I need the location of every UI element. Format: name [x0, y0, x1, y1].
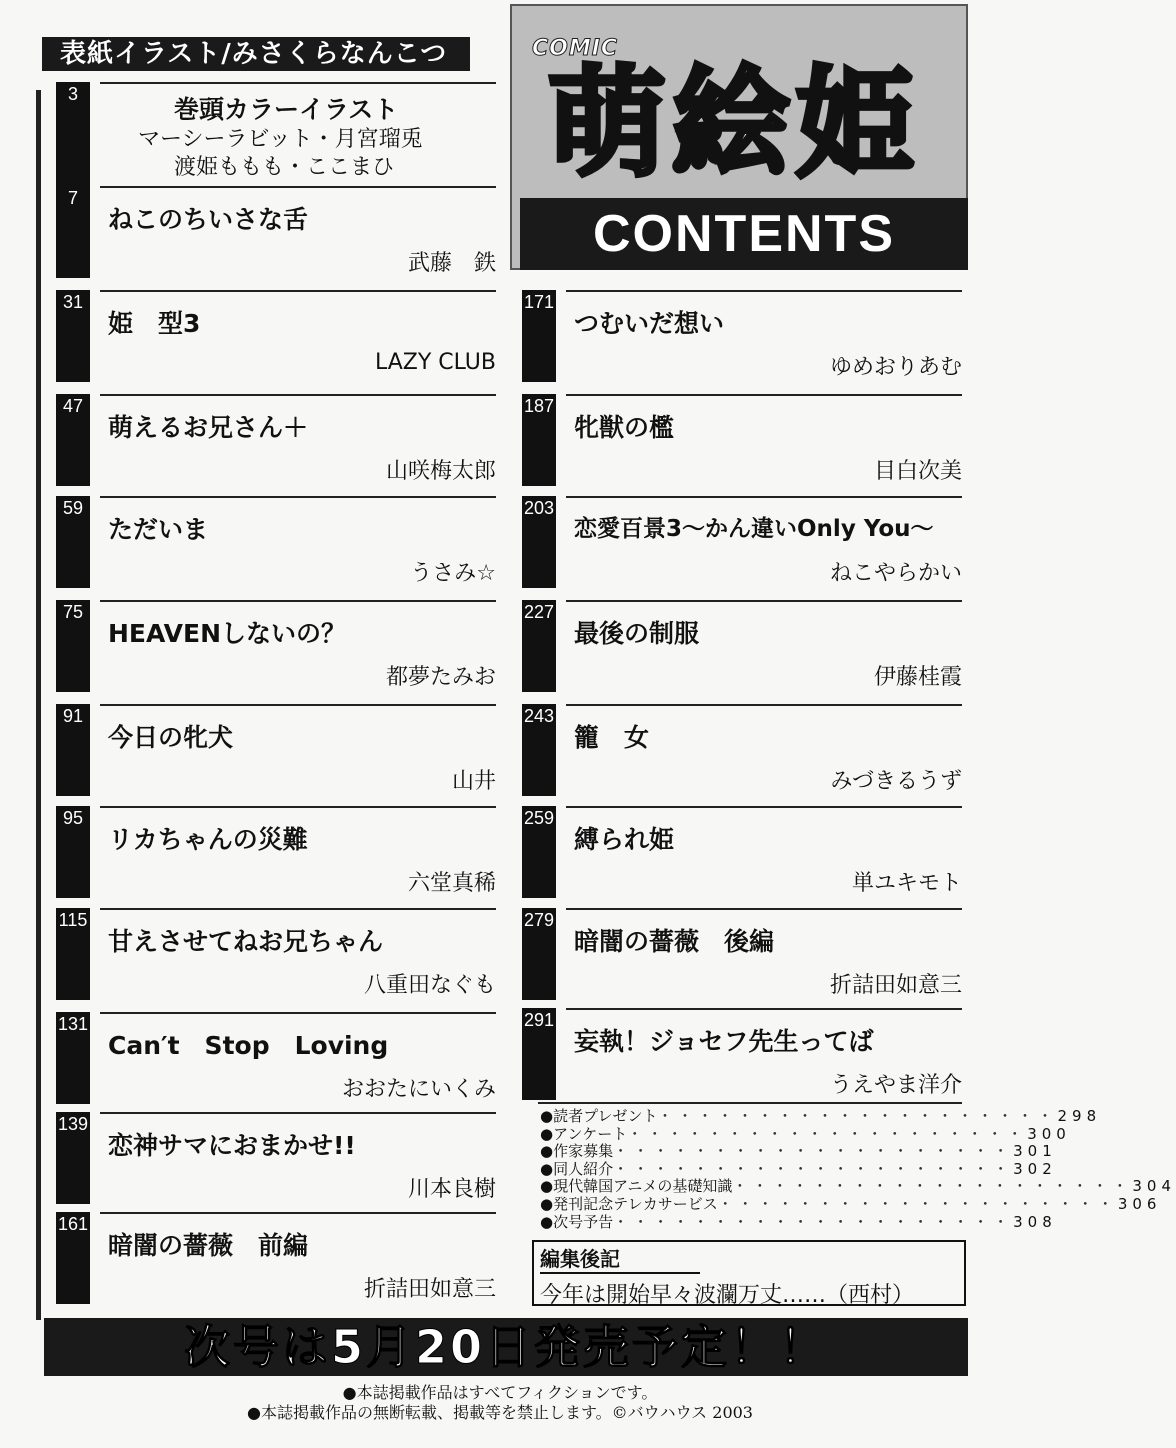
- page-number: 7: [67, 188, 78, 208]
- entry-title: 甘えさせてねお兄ちゃん: [108, 927, 384, 956]
- page-number: 227: [523, 602, 555, 622]
- toc-entry[interactable]: [56, 394, 496, 490]
- misc-page: 302: [1013, 1159, 1057, 1178]
- entry-title: ただいま: [108, 515, 209, 544]
- toc-entry[interactable]: [56, 704, 496, 800]
- entry-rule: [100, 186, 496, 188]
- page-number: 187: [523, 396, 555, 416]
- page-number: 171: [523, 292, 555, 312]
- editor-note-rule: [540, 1272, 700, 1274]
- page-number: 279: [523, 910, 555, 930]
- toc-entry[interactable]: [522, 496, 962, 592]
- entry-title: 恋愛百景3～かん違いOnly You～: [574, 516, 934, 542]
- misc-item[interactable]: [540, 1142, 1057, 1161]
- page-number: 3: [67, 84, 78, 104]
- entry-title: 恋神サマにおまかせ!!: [108, 1131, 356, 1160]
- leader-dots: ・・・・・・・・・・・・・・・・・・・・: [657, 1107, 1058, 1125]
- leader-dots: ・・・・・・・・・・・・・・・・・・・・: [613, 1159, 1014, 1178]
- toc-entry[interactable]: [56, 496, 496, 592]
- entry-rule: [566, 704, 962, 706]
- entry-title: 暗闇の薔薇 前編: [108, 1231, 309, 1260]
- entry-rule: [100, 908, 496, 910]
- entry-rule: [100, 1112, 496, 1114]
- entry-title: つむいだ想い: [574, 309, 725, 338]
- leader-dots: ・・・・・・・・・・・・・・・・・・・・: [627, 1124, 1028, 1143]
- entry-author: ねこやらかい: [829, 561, 962, 586]
- entry-author: 山井: [451, 769, 496, 794]
- page-number: 31: [62, 292, 84, 312]
- entry-author: 山咲梅太郎: [385, 459, 496, 484]
- misc-rule: [538, 1102, 962, 1104]
- entry-author: ゆめおりあむ: [829, 355, 962, 380]
- page-number: 47: [62, 396, 84, 416]
- entry-rule: [100, 496, 496, 498]
- entry-rule: [566, 1008, 962, 1010]
- entry-author: 都夢たみお: [385, 665, 496, 690]
- entry-author: 目白次美: [873, 459, 962, 484]
- toc-entry[interactable]: [522, 600, 962, 696]
- leader-dots: ・・・・・・・・・・・・・・・・・・・・: [717, 1194, 1118, 1213]
- misc-item[interactable]: [540, 1159, 1057, 1179]
- leader-dots: ・・・・・・・・・・・・・・・・・・・・: [613, 1142, 1014, 1161]
- entry-title: 妄執！ジョセフ先生ってば: [574, 1027, 874, 1056]
- toc-entry[interactable]: [522, 806, 962, 902]
- misc-label: ●アンケート: [540, 1124, 628, 1143]
- misc-item[interactable]: [540, 1107, 1102, 1126]
- misc-list: [540, 1107, 1176, 1231]
- toc-entry[interactable]: [522, 394, 962, 490]
- entry-title: 萌えるお兄さん＋: [108, 413, 309, 442]
- misc-page: 298: [1057, 1107, 1102, 1125]
- entry-rule: [100, 806, 496, 808]
- entry-rule: [100, 600, 496, 602]
- toc-entry[interactable]: [56, 600, 496, 696]
- toc-entry[interactable]: [522, 908, 962, 1004]
- entry-subtitle-1: マーシーラビット・月宮瑠兎: [138, 127, 423, 152]
- page-number: 115: [58, 910, 88, 930]
- entry-title: 縛られ姫: [574, 825, 675, 854]
- editor-note-heading: 編集後記: [540, 1247, 620, 1271]
- entry-title: 姫 型3: [108, 309, 201, 338]
- entry-author: 六堂真稀: [407, 871, 496, 896]
- toc-entry[interactable]: [56, 1012, 496, 1108]
- entry-subtitle-2: 渡姫ももも・ここまひ: [174, 155, 395, 180]
- misc-page: 300: [1027, 1124, 1071, 1143]
- entry-title: 籠 女: [574, 723, 650, 752]
- toc-entry[interactable]: [522, 704, 962, 800]
- misc-page: 306: [1117, 1194, 1162, 1213]
- misc-item[interactable]: [540, 1212, 1057, 1232]
- toc-entry[interactable]: [56, 1212, 496, 1308]
- toc-entry[interactable]: [56, 908, 496, 1004]
- entry-author: みづきるうず: [830, 769, 962, 794]
- entry-author: うえやま洋介: [829, 1073, 962, 1098]
- entry-rule: [100, 82, 496, 84]
- misc-label: ●同人紹介: [540, 1159, 614, 1178]
- entry-rule: [100, 290, 496, 292]
- entry-title: リカちゃんの災難: [108, 825, 308, 854]
- toc-entry[interactable]: [522, 1008, 962, 1100]
- entry-title: HEAVENしないの？: [108, 619, 347, 648]
- entry-rule: [566, 806, 962, 808]
- entry-title: 今日の牝犬: [108, 723, 234, 752]
- entry-title: 暗闇の薔薇 後編: [574, 927, 775, 956]
- misc-item[interactable]: [540, 1124, 1071, 1144]
- entry-author: 八重田なぐも: [363, 973, 496, 998]
- entry-author: 川本良樹: [407, 1177, 496, 1202]
- entry-author: 伊藤桂霞: [873, 665, 962, 690]
- page-number: 131: [57, 1014, 89, 1034]
- misc-label: ●発刊記念テレカサービス: [540, 1194, 718, 1213]
- entry-author: 武藤 鉄: [407, 251, 496, 276]
- page-number: 161: [57, 1214, 89, 1234]
- misc-label: ●次号予告: [540, 1212, 614, 1231]
- entry-title: 最後の制服: [574, 619, 700, 648]
- page-number: 91: [62, 706, 84, 726]
- entry-rule: [566, 908, 962, 910]
- entry-rule: [100, 1212, 496, 1214]
- magazine-logo: 萌絵姫: [548, 54, 921, 192]
- toc-entry[interactable]: [56, 290, 496, 386]
- misc-label: ●現代韓国アニメの基礎知識: [540, 1177, 733, 1196]
- copyright-notice: ●本誌掲載作品の無断転載、掲載等を禁止します。©バウハウス 2003: [246, 1403, 753, 1422]
- entry-rule: [566, 290, 962, 292]
- contents-heading: CONTENTS: [593, 205, 895, 263]
- page-number: 75: [62, 602, 84, 622]
- entry-rule: [566, 496, 962, 498]
- toc-entry-intro[interactable]: [56, 82, 496, 186]
- fiction-notice: ●本誌掲載作品はすべてフィクションです。: [342, 1383, 658, 1402]
- page-number: 243: [523, 706, 555, 726]
- misc-item[interactable]: [540, 1177, 1176, 1196]
- leader-dots: ・・・・・・・・・・・・・・・・・・・・: [613, 1212, 1014, 1231]
- page-number: 59: [62, 498, 84, 518]
- entry-rule: [100, 704, 496, 706]
- next-issue-text: 次号は5月20日発売予定！！: [183, 1320, 829, 1374]
- page-number: 139: [57, 1114, 89, 1134]
- editor-note-text: 今年は開始早々波瀾万丈……（西村）: [540, 1283, 915, 1308]
- leader-dots: ・・・・・・・・・・・・・・・・・・・・: [732, 1177, 1133, 1196]
- toc-entry[interactable]: [56, 806, 496, 902]
- entry-title: 牝獣の檻: [574, 413, 675, 442]
- entry-author: 折詰田如意三: [829, 973, 962, 998]
- entry-title: 巻頭カラーイラスト: [174, 95, 399, 124]
- misc-page: 301: [1013, 1142, 1057, 1161]
- logo-comic-label: COMIC: [532, 36, 619, 61]
- misc-page: 308: [1013, 1212, 1057, 1231]
- entry-rule: [100, 1012, 496, 1014]
- cover-credit: 表紙イラスト/みさくらなんこつ: [42, 37, 470, 71]
- toc-entry[interactable]: [522, 290, 962, 386]
- toc-entry[interactable]: [56, 1112, 496, 1208]
- entry-rule: [100, 394, 496, 396]
- page-number: 95: [62, 808, 84, 828]
- page-number: 259: [523, 808, 555, 828]
- entry-rule: [566, 600, 962, 602]
- entry-author: 折詰田如意三: [363, 1277, 496, 1302]
- misc-label: ●作家募集: [540, 1142, 614, 1161]
- entry-author: うさみ☆: [410, 561, 496, 586]
- page-number: 203: [523, 498, 555, 518]
- misc-label: ●読者プレゼント: [540, 1107, 658, 1125]
- entry-title: ねこのちいさな舌: [108, 205, 309, 234]
- misc-item[interactable]: [540, 1194, 1162, 1214]
- entry-title: Can′t Stop Loving: [108, 1031, 389, 1060]
- toc-entry[interactable]: [56, 186, 496, 282]
- page-number: 291: [523, 1010, 555, 1030]
- entry-author: 単ユキモト: [851, 871, 962, 896]
- left-divider: [36, 90, 41, 1320]
- entry-author: おおたにいくみ: [341, 1077, 496, 1102]
- entry-rule: [566, 394, 962, 396]
- misc-page: 304: [1132, 1177, 1176, 1196]
- entry-author: LAZY CLUB: [374, 350, 496, 375]
